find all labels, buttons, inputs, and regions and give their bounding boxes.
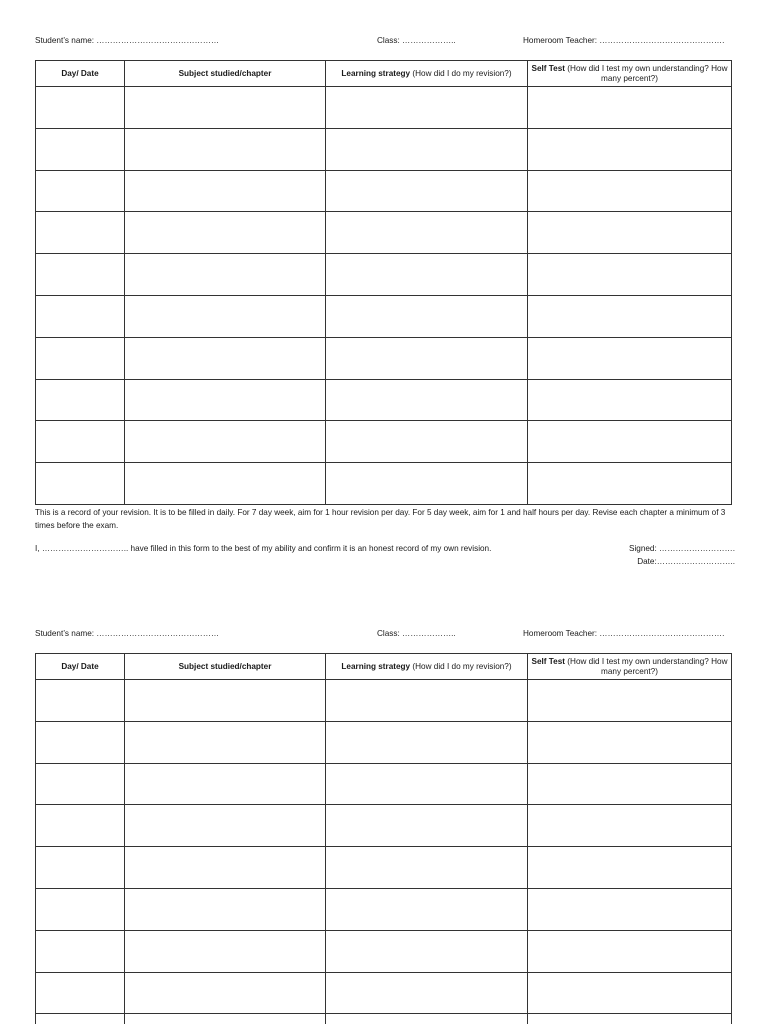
cell-subject[interactable] — [125, 463, 326, 505]
cell-learning-strategy[interactable] — [326, 1014, 528, 1024]
header-subject: Subject studied/chapter — [125, 61, 326, 87]
table-row — [36, 930, 732, 972]
cell-self-test[interactable] — [528, 930, 732, 972]
cell-learning-strategy[interactable] — [326, 721, 528, 763]
cell-learning-strategy[interactable] — [326, 254, 528, 296]
table-row — [36, 128, 732, 170]
cell-subject[interactable] — [125, 254, 326, 296]
form-header — [35, 629, 731, 641]
revision-log-table — [35, 653, 732, 1024]
cell-self-test[interactable] — [528, 805, 732, 847]
confirmation-block — [35, 544, 735, 570]
cell-day-date[interactable] — [36, 421, 125, 463]
cell-subject[interactable] — [125, 337, 326, 379]
table-row — [36, 888, 732, 930]
cell-self-test[interactable] — [528, 421, 732, 463]
cell-self-test[interactable] — [528, 763, 732, 805]
cell-self-test[interactable] — [528, 212, 732, 254]
cell-learning-strategy[interactable] — [326, 87, 528, 129]
cell-self-test[interactable] — [528, 847, 732, 889]
class-field: Class: ……………….. — [377, 36, 456, 45]
cell-day-date[interactable] — [36, 888, 125, 930]
cell-learning-strategy[interactable] — [326, 421, 528, 463]
cell-self-test[interactable] — [528, 680, 732, 722]
header-learning-strategy: Learning strategy (How did I do my revision?) — [326, 654, 528, 680]
cell-self-test[interactable] — [528, 721, 732, 763]
table-row — [36, 1014, 732, 1024]
cell-learning-strategy[interactable] — [326, 972, 528, 1014]
class-field: Class: ……………….. — [377, 629, 456, 638]
table-row — [36, 212, 732, 254]
header-self-test: Self Test (How did I test my own understanding? How many percent?) — [528, 654, 732, 680]
table-row — [36, 337, 732, 379]
cell-day-date[interactable] — [36, 337, 125, 379]
revision-form-2 — [35, 629, 731, 676]
table-row — [36, 680, 732, 722]
cell-subject[interactable] — [125, 888, 326, 930]
cell-learning-strategy[interactable] — [326, 170, 528, 212]
cell-learning-strategy[interactable] — [326, 805, 528, 847]
cell-day-date[interactable] — [36, 212, 125, 254]
revision-form-1 — [35, 36, 735, 566]
student-name-field: Student’s name: ……………………………………… — [35, 36, 220, 45]
cell-day-date[interactable] — [36, 972, 125, 1014]
instructions-note: This is a record of your revision. It is to be filled in daily. For 7 day week, aim for 1 hour revision per day. For 5 day week, aim for 1 and half hours per day. Revise each chapter a minimum of 3 times before the exam. — [35, 508, 726, 530]
homeroom-teacher-field: Homeroom Teacher: ………………………………………. — [523, 629, 725, 638]
cell-day-date[interactable] — [36, 680, 125, 722]
homeroom-teacher-field: Homeroom Teacher: ………………………………………. — [523, 36, 725, 45]
cell-learning-strategy[interactable] — [326, 847, 528, 889]
date-field: Date:……………………….. — [637, 557, 735, 566]
table-row — [36, 421, 732, 463]
header-day-date: Day/ Date — [36, 61, 125, 87]
table-body — [36, 680, 732, 1024]
cell-subject[interactable] — [125, 421, 326, 463]
cell-subject[interactable] — [125, 805, 326, 847]
table-body — [36, 87, 732, 505]
cell-learning-strategy[interactable] — [326, 888, 528, 930]
cell-day-date[interactable] — [36, 87, 125, 129]
cell-self-test[interactable] — [528, 379, 732, 421]
cell-subject[interactable] — [125, 128, 326, 170]
cell-day-date[interactable] — [36, 463, 125, 505]
cell-learning-strategy[interactable] — [326, 463, 528, 505]
cell-day-date[interactable] — [36, 930, 125, 972]
cell-subject[interactable] — [125, 87, 326, 129]
confirmation-statement: I, ………………………….. have filled in this form to the best of my ability and confirm it is an honest record of my own revision. — [35, 544, 492, 553]
cell-self-test[interactable] — [528, 888, 732, 930]
cell-day-date[interactable] — [36, 721, 125, 763]
cell-subject[interactable] — [125, 930, 326, 972]
table-row — [36, 763, 732, 805]
cell-self-test[interactable] — [528, 254, 732, 296]
student-name-field: Student’s name: ……………………………………… — [35, 629, 220, 638]
cell-subject[interactable] — [125, 680, 326, 722]
cell-day-date[interactable] — [36, 128, 125, 170]
cell-day-date[interactable] — [36, 379, 125, 421]
cell-self-test[interactable] — [528, 463, 732, 505]
cell-learning-strategy[interactable] — [326, 680, 528, 722]
header-day-date: Day/ Date — [36, 654, 125, 680]
cell-self-test[interactable] — [528, 170, 732, 212]
cell-self-test[interactable] — [528, 87, 732, 129]
form-header — [35, 36, 731, 48]
cell-day-date[interactable] — [36, 847, 125, 889]
table-row — [36, 170, 732, 212]
cell-subject[interactable] — [125, 721, 326, 763]
cell-subject[interactable] — [125, 1014, 326, 1024]
header-subject: Subject studied/chapter — [125, 654, 326, 680]
cell-learning-strategy[interactable] — [326, 763, 528, 805]
cell-subject[interactable] — [125, 763, 326, 805]
cell-learning-strategy[interactable] — [326, 930, 528, 972]
cell-day-date[interactable] — [36, 763, 125, 805]
cell-learning-strategy[interactable] — [326, 128, 528, 170]
table-row — [36, 721, 732, 763]
table-row — [36, 463, 732, 505]
table-row — [36, 805, 732, 847]
cell-day-date[interactable] — [36, 254, 125, 296]
table-row — [36, 295, 732, 337]
table-row — [36, 87, 732, 129]
cell-learning-strategy[interactable] — [326, 337, 528, 379]
cell-day-date[interactable] — [36, 295, 125, 337]
header-self-test: Self Test (How did I test my own understanding? How many percent?) — [528, 61, 732, 87]
revision-log-table — [35, 60, 732, 505]
cell-self-test[interactable] — [528, 295, 732, 337]
table-row — [36, 379, 732, 421]
cell-day-date[interactable] — [36, 1014, 125, 1024]
cell-subject[interactable] — [125, 972, 326, 1014]
cell-learning-strategy[interactable] — [326, 379, 528, 421]
cell-self-test[interactable] — [528, 972, 732, 1014]
table-row — [36, 972, 732, 1014]
table-row — [36, 254, 732, 296]
signed-field: Signed: ………………………. — [628, 544, 735, 553]
header-learning-strategy: Learning strategy (How did I do my revision?) — [326, 61, 528, 87]
cell-subject[interactable] — [125, 295, 326, 337]
cell-subject[interactable] — [125, 847, 326, 889]
cell-subject[interactable] — [125, 170, 326, 212]
table-row — [36, 847, 732, 889]
cell-learning-strategy[interactable] — [326, 295, 528, 337]
cell-learning-strategy[interactable] — [326, 212, 528, 254]
cell-self-test[interactable] — [528, 128, 732, 170]
table-header-row — [36, 654, 732, 680]
cell-subject[interactable] — [125, 379, 326, 421]
cell-day-date[interactable] — [36, 170, 125, 212]
cell-subject[interactable] — [125, 212, 326, 254]
cell-self-test[interactable] — [528, 1014, 732, 1024]
table-header-row — [36, 61, 732, 87]
cell-day-date[interactable] — [36, 805, 125, 847]
cell-self-test[interactable] — [528, 337, 732, 379]
